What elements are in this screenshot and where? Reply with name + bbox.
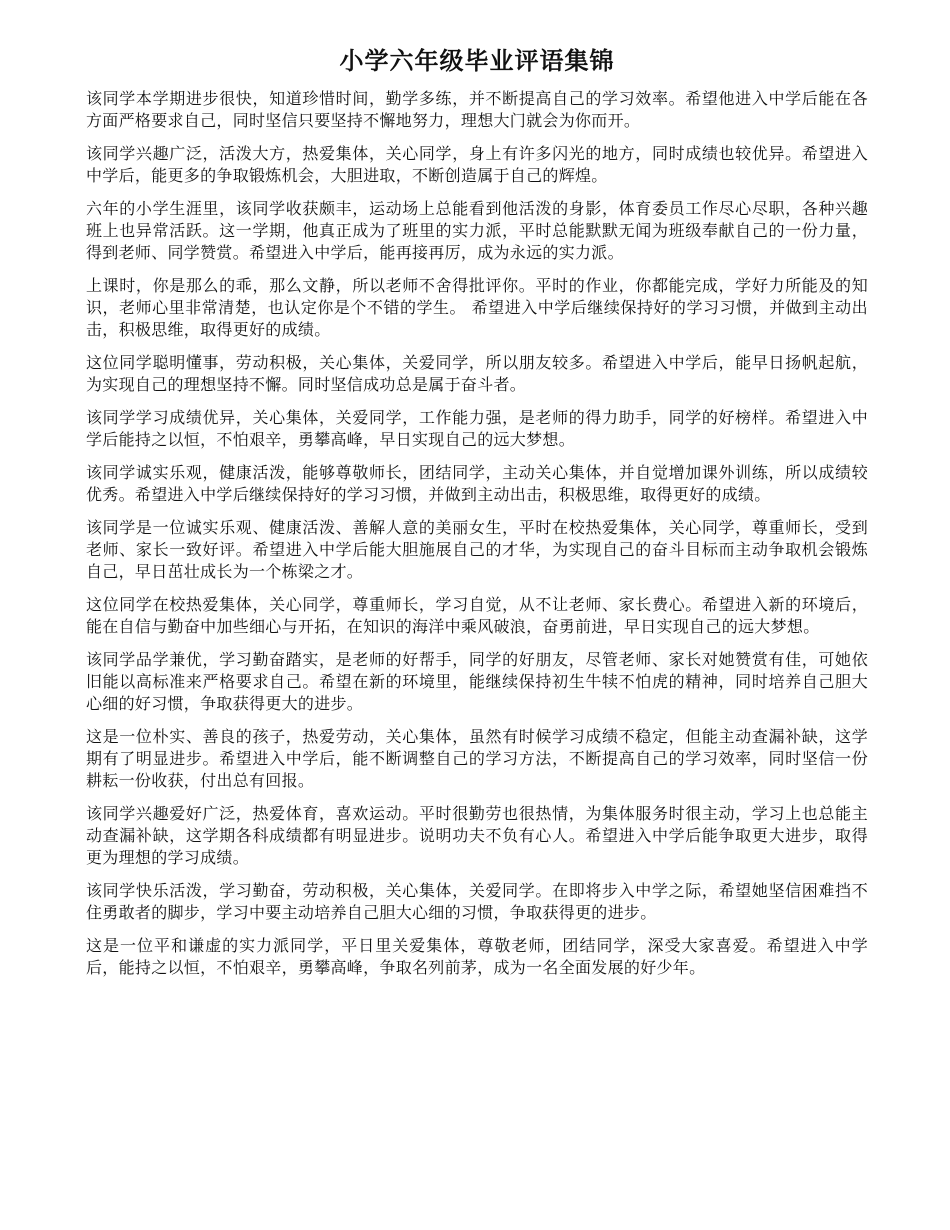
comment-paragraph-5: 这位同学聪明懂事，劳动积极，关心集体，关爱同学，所以朋友较多。希望进入中学后，能早日扬帆起航，为实现自己的理想坚持不懈。同时坚信成功总是属于奋斗者。 — [86, 353, 868, 394]
comment-paragraph-10: 该同学品学兼优，学习勤奋踏实，是老师的好帮手，同学的好朋友，尽管老师、家长对她赞赏有佳，可她依旧能以高标准来严格要求自己。希望在新的环境里，能继续保持初生牛犊不怕虎的精神，同时培养自己胆大心细的好习惯，争取获得更大的进步。 — [86, 650, 868, 713]
comment-paragraph-4: 上课时，你是那么的乖，那么文静，所以老师不舍得批评你。平时的作业，你都能完成，学好力所能及的知识，老师心里非常清楚，也认定你是个不错的学生。 希望进入中学后继续保持好的学习习惯，并做到主动出击，积极思维，取得更好的成绩。 — [86, 276, 868, 339]
comment-paragraph-1: 该同学本学期进步很快，知道珍惜时间，勤学多练，并不断提高自己的学习效率。希望他进入中学后能在各方面严格要求自己，同时坚信只要坚持不懈地努力，理想大门就会为你而开。 — [86, 89, 868, 130]
comment-paragraph-14: 这是一位平和谦虚的实力派同学，平日里关爱集体，尊敬老师，团结同学，深受大家喜爱。希望进入中学后，能持之以恒，不怕艰辛，勇攀高峰，争取名列前茅，成为一名全面发展的好少年。 — [86, 936, 868, 977]
comment-paragraph-7: 该同学诚实乐观，健康活泼，能够尊敬师长，团结同学，主动关心集体，并自觉增加课外训练，所以成绩较优秀。希望进入中学后继续保持好的学习习惯，并做到主动出击，积极思维，取得更好的成绩。 — [86, 463, 868, 504]
comment-paragraph-12: 该同学兴趣爱好广泛，热爱体育，喜欢运动。平时很勤劳也很热情，为集体服务时很主动，学习上也总能主动查漏补缺，这学期各科成绩都有明显进步。说明功夫不负有心人。希望进入中学后能争取更大进步，取得更为理想的学习成绩。 — [86, 804, 868, 867]
comment-paragraph-11: 这是一位朴实、善良的孩子，热爱劳动，关心集体，虽然有时候学习成绩不稳定，但能主动查漏补缺，这学期有了明显进步。希望进入中学后，能不断调整自己的学习方法，不断提高自己的学习效率，同时坚信一份耕耘一份收获，付出总有回报。 — [86, 727, 868, 790]
document-page — [86, 44, 868, 990]
comment-paragraph-9: 这位同学在校热爱集体，关心同学，尊重师长，学习自觉，从不让老师、家长费心。希望进入新的环境后，能在自信与勤奋中加些细心与开拓，在知识的海洋中乘风破浪，奋勇前进，早日实现自己的远大梦想。 — [86, 595, 868, 636]
comment-paragraph-13: 该同学快乐活泼，学习勤奋，劳动积极，关心集体，关爱同学。在即将步入中学之际，希望她坚信困难挡不住勇敢者的脚步，学习中要主动培养自己胆大心细的习惯，争取获得更的进步。 — [86, 881, 868, 922]
comment-paragraph-2: 该同学兴趣广泛，活泼大方，热爱集体，关心同学，身上有许多闪光的地方，同时成绩也较优异。希望进入中学后，能更多的争取锻炼机会，大胆进取，不断创造属于自己的辉煌。 — [86, 144, 868, 185]
comment-paragraph-3: 六年的小学生涯里，该同学收获颇丰，运动场上总能看到他活泼的身影，体育委员工作尽心尽职，各种兴趣班上也异常活跃。这一学期，他真正成为了班里的实力派，平时总能默默无闻为班级奉献自己的一份力量，得到老师、同学赞赏。希望进入中学后，能再接再厉，成为永远的实力派。 — [86, 199, 868, 262]
comment-paragraph-8: 该同学是一位诚实乐观、健康活泼、善解人意的美丽女生，平时在校热爱集体，关心同学，尊重师长，受到老师、家长一致好评。希望进入中学后能大胆施展自己的才华，为实现自己的奋斗目标而主动争取机会锻炼自己，早日茁壮成长为一个栋梁之才。 — [86, 518, 868, 581]
comment-paragraph-6: 该同学学习成绩优异，关心集体，关爱同学，工作能力强，是老师的得力助手，同学的好榜样。希望进入中学后能持之以恒，不怕艰辛，勇攀高峰，早日实现自己的远大梦想。 — [86, 408, 868, 449]
page-title: 小学六年级毕业评语集锦 — [339, 46, 615, 75]
